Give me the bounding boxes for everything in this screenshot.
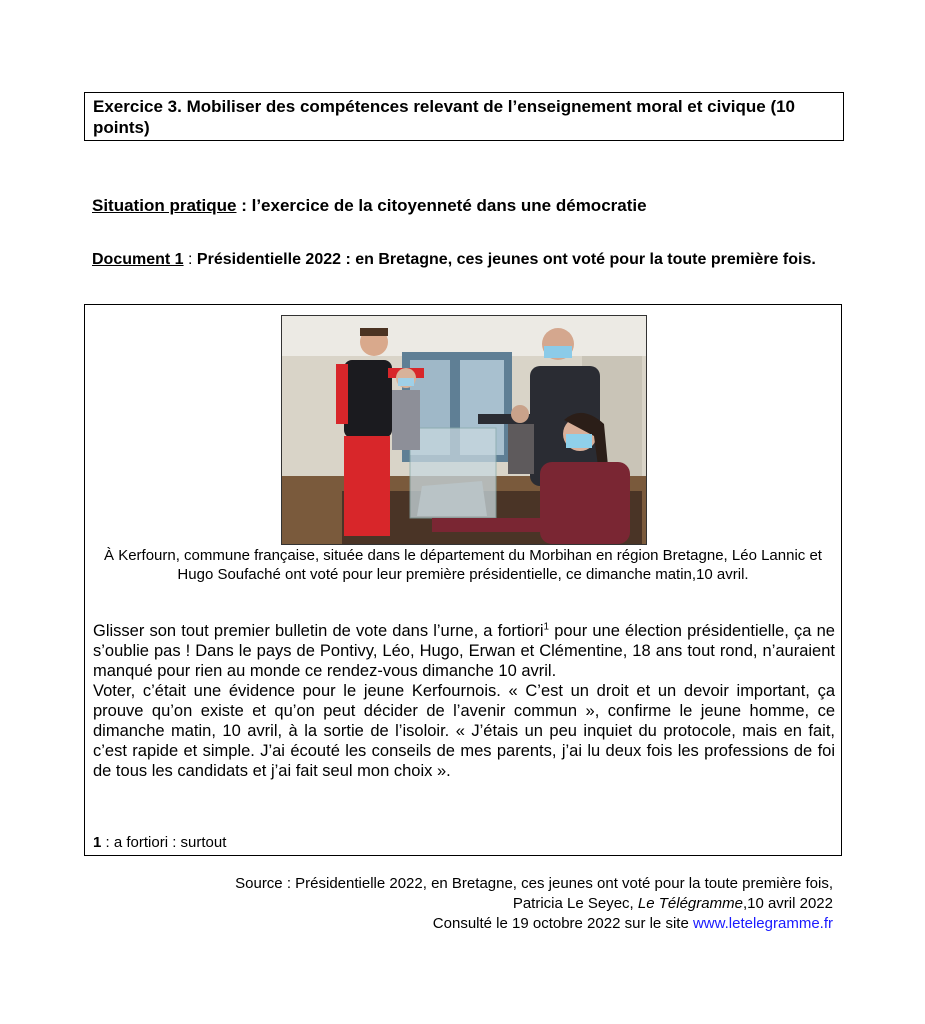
situation-heading (92, 196, 647, 216)
photo-caption: À Kerfourn, commune française, située dans le département du Morbihan en région Bretagne, Léo Lannic et Hugo Soufaché ont voté pour leur première présidentielle, ce dimanche matin,10 avril. (104, 547, 822, 583)
document-box (84, 304, 842, 856)
footnote-number: 1 (93, 834, 102, 851)
document-title: Présidentielle 2022 : en Bretagne, ces jeunes ont voté pour la toute première fois. (196, 251, 816, 268)
document-separator: : (183, 251, 197, 268)
source-consulted: Consulté le 19 octobre 2022 sur le site (432, 915, 693, 932)
source-author: Patricia Le Seyec, (512, 895, 638, 912)
source-date: ,10 avril 2022 (742, 895, 833, 912)
article-paragraph-2: Voter, c’était une évidence pour le jeune Kerfournois. « C’est un droit et un devoir important, ça prouve qu’on existe et qu’on peut décider de l’avenir commun », confirme le jeune homme, ce dimanche matin, 10 avril, à la sortie de l’isoloir. « J’étais un peu inquiet du protocole, mais en fait, c’est rapide et simple. J’ai écouté les conseils de mes parents, j’ai lu deux fois les professions de foi de tous les candidats et j’ai fait seul mon choix ». (93, 682, 835, 780)
document-heading (92, 249, 832, 271)
source-line-3 (235, 914, 833, 934)
source-newspaper: Le Télégramme (637, 895, 743, 912)
paragraph-1-end: pour une élection présidentielle, ça ne s’oublie pas ! Dans le pays de Pontivy, Léo, Hugo, Erwan et Clémentine, 18 ans tout rond, n’auraient manqué pour rien au monde ce rendez-vous dimanche 10 avril. (93, 622, 835, 680)
source-citation (235, 874, 833, 934)
footnote (93, 834, 226, 851)
footnote-reference: 1 (543, 621, 550, 633)
situation-label: Situation pratique (92, 196, 237, 215)
source-website-link[interactable]: www.letelegramme.fr (692, 915, 833, 932)
source-line-1: Source : Présidentielle 2022, en Bretagne, ces jeunes ont voté pour la toute première fois, (235, 875, 833, 892)
article-paragraph-1 (93, 621, 835, 681)
situation-text: l’exercice de la citoyenneté dans une démocratie (251, 196, 647, 215)
voting-photo-illustration (282, 316, 646, 544)
voting-photo (281, 315, 647, 545)
exercise-header-box (84, 92, 844, 141)
document-label: Document 1 (92, 251, 184, 268)
article-text (93, 621, 835, 781)
footnote-text: : a fortiori : surtout (101, 834, 227, 851)
source-line-2 (235, 894, 833, 914)
paragraph-1-start: Glisser son tout premier bulletin de vote dans l’urne, a fortiori (93, 622, 544, 640)
situation-separator: : (236, 196, 252, 215)
exercise-title: Exercice 3. Mobiliser des compétences relevant de l’enseignement moral et civique (10 points) (93, 97, 796, 137)
